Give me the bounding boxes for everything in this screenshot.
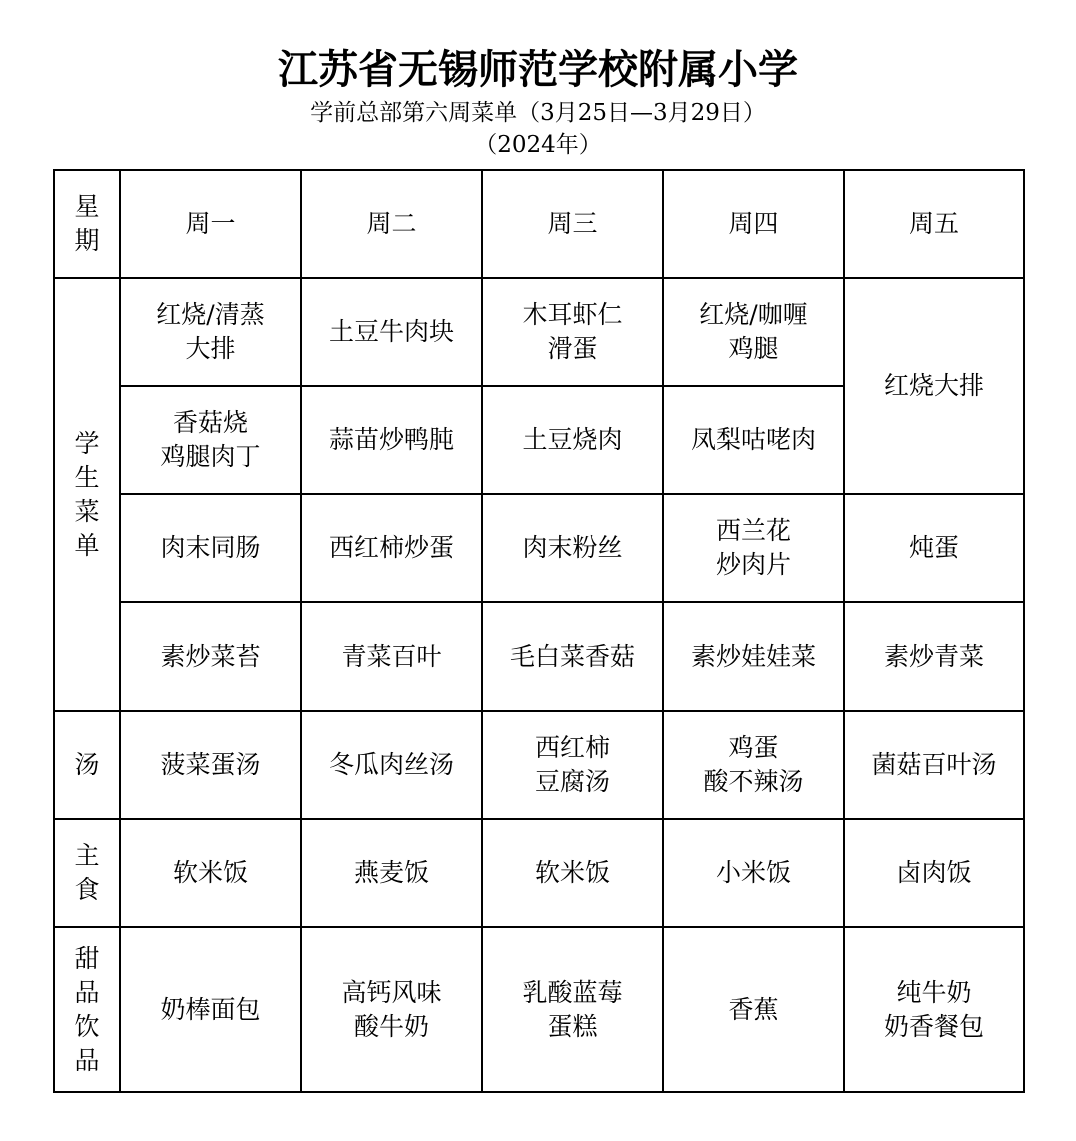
menu-cell: 土豆烧肉 — [482, 386, 663, 494]
menu-cell: 高钙风味 酸牛奶 — [301, 927, 482, 1092]
menu-cell: 燕麦饭 — [301, 819, 482, 927]
dessert-label: 甜 品 饮 品 — [54, 927, 120, 1092]
menu-cell: 肉末粉丝 — [482, 494, 663, 602]
menu-cell: 土豆牛肉块 — [301, 278, 482, 386]
page-title: 江苏省无锡师范学校附属小学 — [278, 47, 798, 93]
day-header: 周一 — [120, 170, 301, 278]
weekday-corner-cell: 星 期 — [54, 170, 120, 278]
staple-row — [54, 819, 1024, 927]
menu-cell: 红烧/清蒸 大排 — [120, 278, 301, 386]
day-header: 周二 — [301, 170, 482, 278]
soup-row — [54, 711, 1024, 819]
page-year: （2024年） — [474, 132, 602, 158]
menu-cell: 木耳虾仁 滑蛋 — [482, 278, 663, 386]
menu-cell: 红烧大排 — [844, 278, 1024, 494]
menu-cell: 蒜苗炒鸭肫 — [301, 386, 482, 494]
menu-cell: 红烧/咖喱 鸡腿 — [663, 278, 844, 386]
menu-cell: 西红柿 豆腐汤 — [482, 711, 663, 819]
menu-cell: 冬瓜肉丝汤 — [301, 711, 482, 819]
menu-cell: 素炒娃娃菜 — [663, 602, 844, 711]
menu-cell: 卤肉饭 — [844, 819, 1024, 927]
day-header: 周五 — [844, 170, 1024, 278]
menu-cell: 素炒青菜 — [844, 602, 1024, 711]
student-menu-label: 学 生 菜 单 — [54, 278, 120, 711]
staple-label: 主 食 — [54, 819, 120, 927]
menu-cell: 香菇烧 鸡腿肉丁 — [120, 386, 301, 494]
menu-cell: 素炒菜苔 — [120, 602, 301, 711]
menu-cell: 小米饭 — [663, 819, 844, 927]
menu-cell: 西红柿炒蛋 — [301, 494, 482, 602]
student-row-3 — [54, 494, 1024, 602]
dessert-row — [54, 927, 1024, 1092]
day-header: 周三 — [482, 170, 663, 278]
menu-cell: 乳酸蓝莓 蛋糕 — [482, 927, 663, 1092]
menu-cell: 炖蛋 — [844, 494, 1024, 602]
menu-cell: 青菜百叶 — [301, 602, 482, 711]
menu-cell: 鸡蛋 酸不辣汤 — [663, 711, 844, 819]
soup-label: 汤 — [54, 711, 120, 819]
day-header: 周四 — [663, 170, 844, 278]
menu-cell: 菌菇百叶汤 — [844, 711, 1024, 819]
menu-cell: 香蕉 — [663, 927, 844, 1092]
menu-cell: 肉末同肠 — [120, 494, 301, 602]
header-row — [54, 170, 1024, 278]
menu-cell: 菠菜蛋汤 — [120, 711, 301, 819]
menu-cell: 软米饭 — [482, 819, 663, 927]
menu-cell: 软米饭 — [120, 819, 301, 927]
menu-cell: 西兰花 炒肉片 — [663, 494, 844, 602]
student-row-4 — [54, 602, 1024, 711]
menu-cell: 毛白菜香菇 — [482, 602, 663, 711]
page-subtitle: 学前总部第六周菜单（3月25日—3月29日） — [310, 100, 766, 126]
menu-table — [53, 169, 1025, 1093]
menu-cell: 凤梨咕咾肉 — [663, 386, 844, 494]
student-row-1 — [54, 278, 1024, 386]
menu-cell: 纯牛奶 奶香餐包 — [844, 927, 1024, 1092]
menu-cell: 奶棒面包 — [120, 927, 301, 1092]
